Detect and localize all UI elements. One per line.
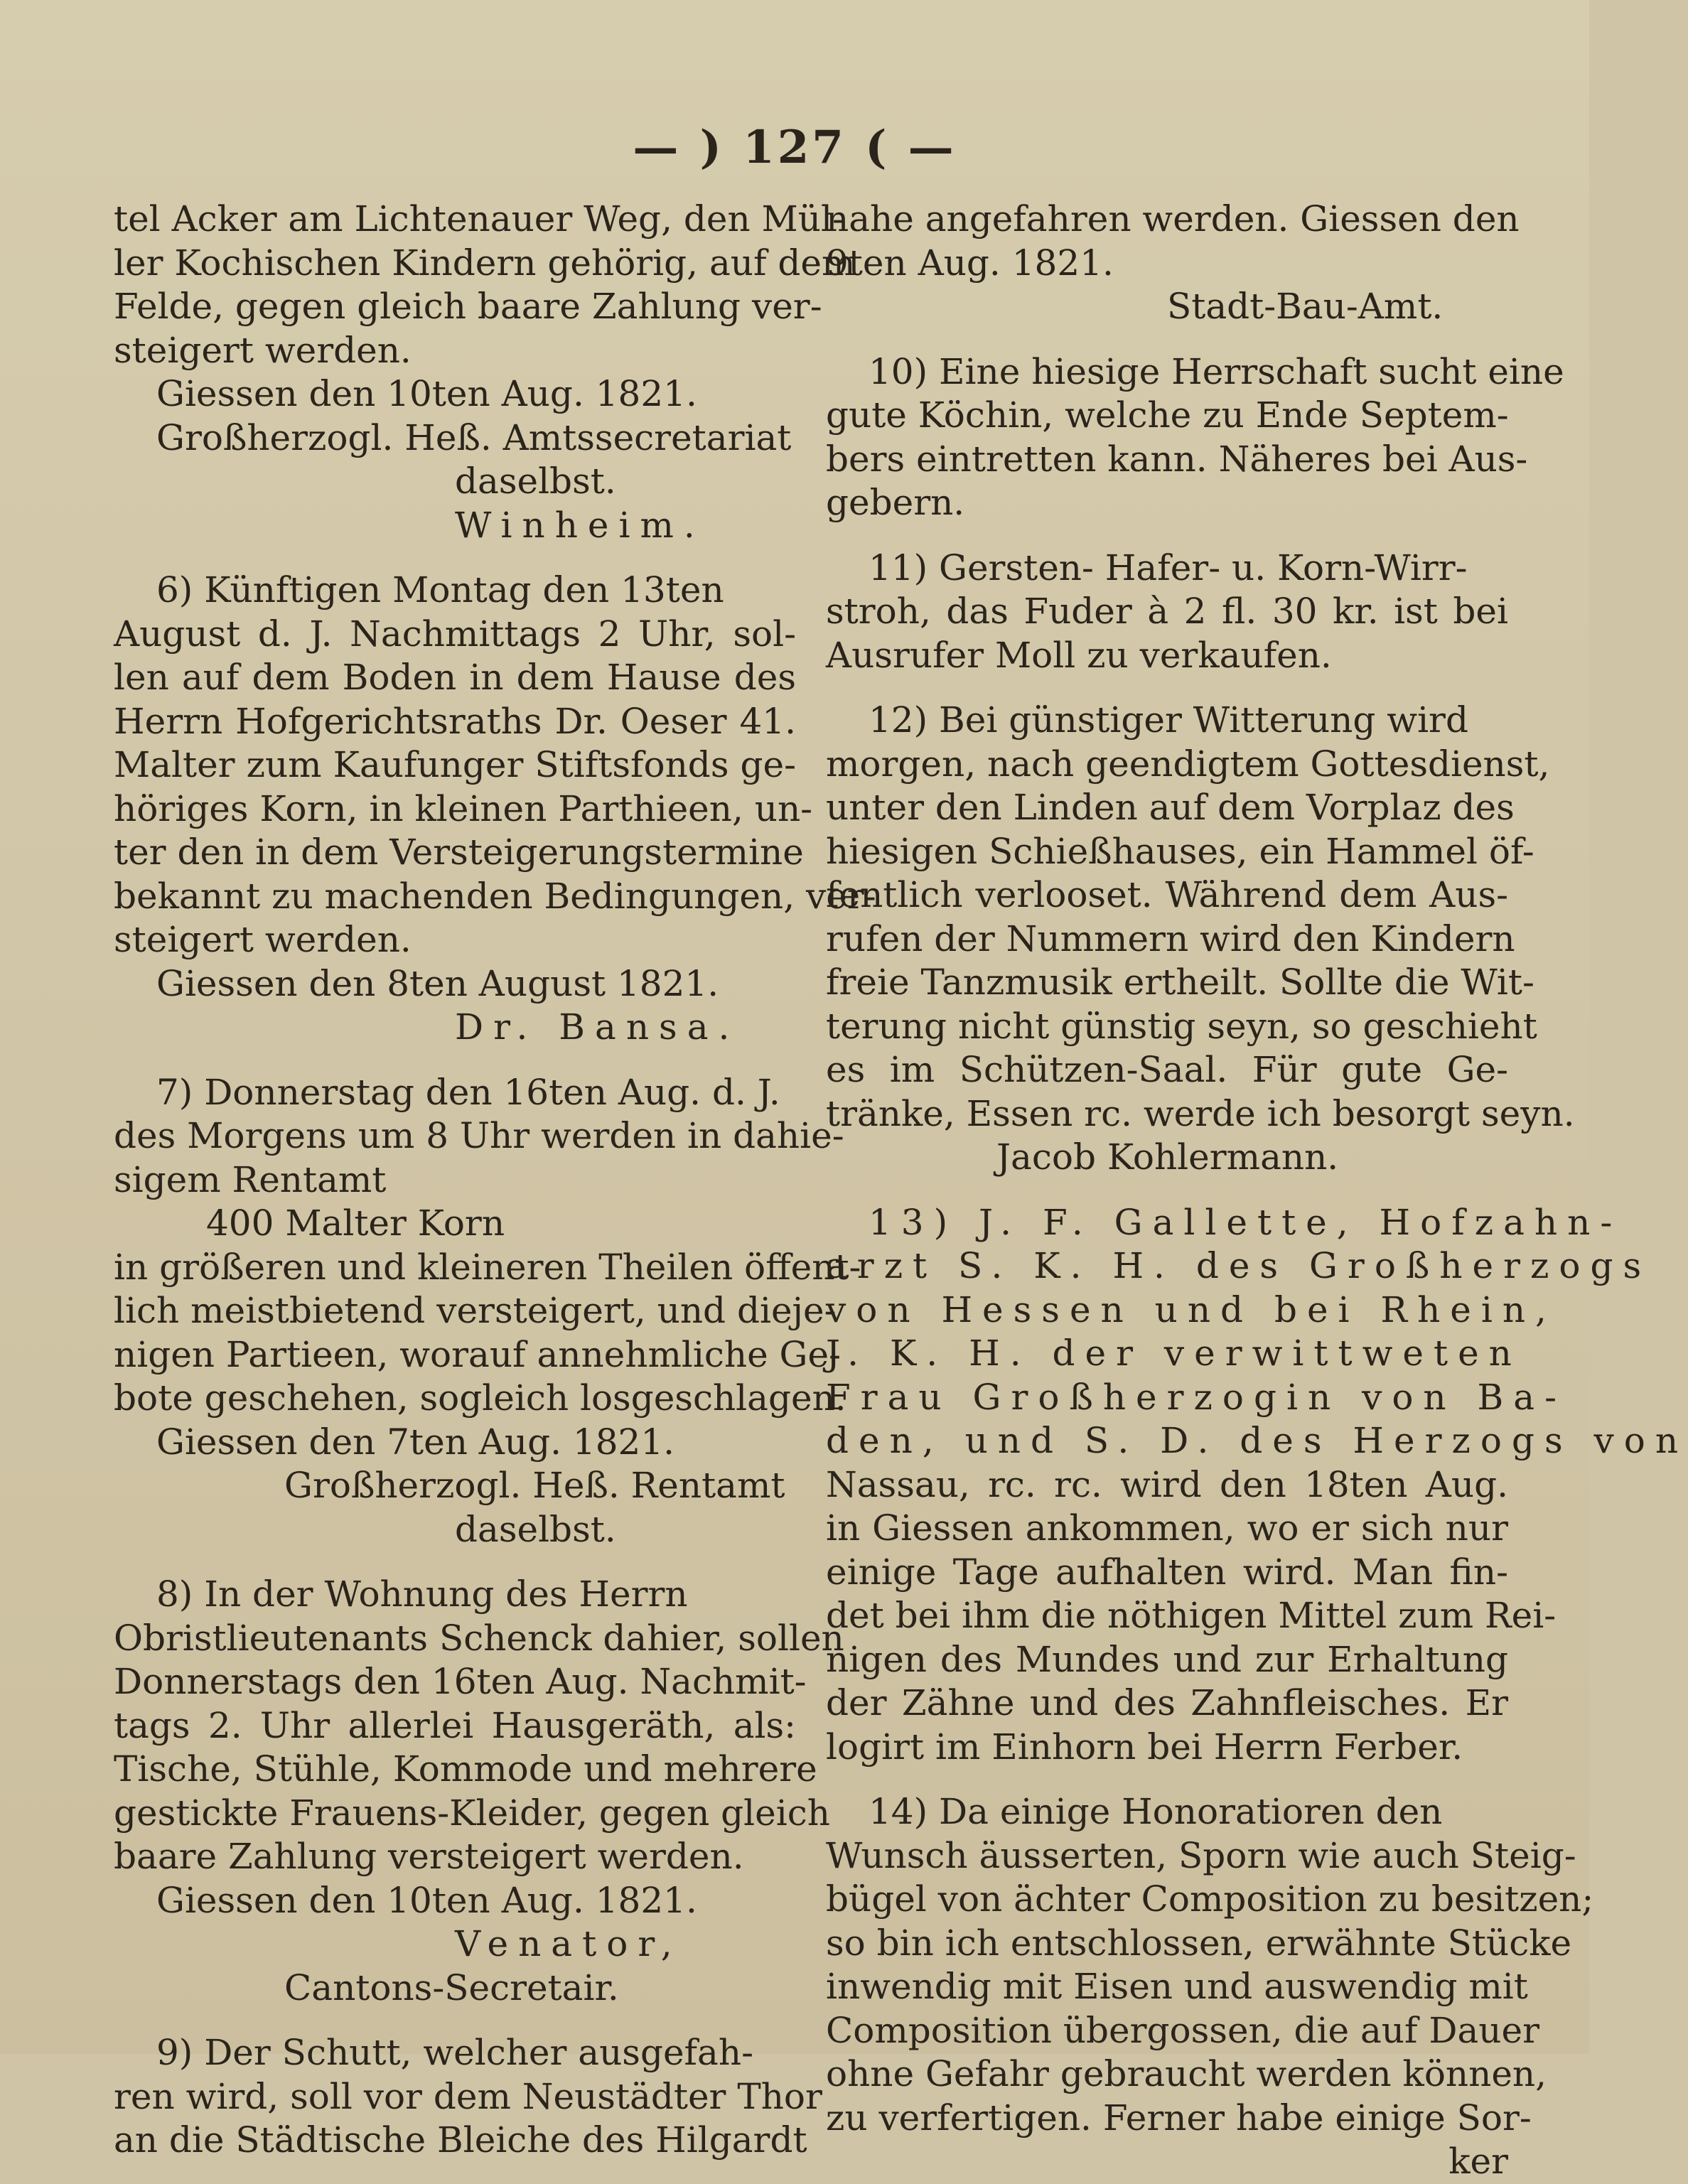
text-line: zu verfertigen. Ferner habe einige Sor- xyxy=(826,2097,1532,2139)
text-line: bügel von ächter Composition zu besitzen; xyxy=(826,1878,1594,1920)
text-line: Donnerstags den 16ten Aug. Nachmit- xyxy=(114,1661,807,1702)
paragraph-gap xyxy=(114,1551,796,1573)
text-line: Ausrufer Moll zu verkaufen. xyxy=(826,634,1332,676)
text-line: der Zähne und des Zahnfleisches. Er xyxy=(826,1682,1508,1723)
text-line: Großherzogl. Heß. Amtssecretariat xyxy=(156,416,792,458)
text-line: 6) Künftigen Montag den 13ten xyxy=(156,569,724,610)
text-line: unter den Linden auf dem Vorplaz des xyxy=(826,787,1515,828)
paragraph-gap xyxy=(114,547,796,569)
text-line: Jacob Kohlermann. xyxy=(996,1136,1339,1178)
text-line: höriges Korn, in kleinen Parthieen, un- xyxy=(114,787,813,829)
text-line: Nassau, rc. rc. wird den 18ten Aug. xyxy=(826,1463,1508,1505)
paragraph-gap xyxy=(826,525,1508,547)
text-line: bers eintretten kann. Näheres bei Aus- xyxy=(826,438,1528,480)
text-line: Felde, gegen gleich baare Zahlung ver- xyxy=(114,286,822,327)
text-line: 14) Da einige Honoratioren den xyxy=(869,1791,1443,1832)
paragraph-gap xyxy=(826,1180,1508,1201)
text-line: ker xyxy=(1448,2141,1508,2182)
text-line: arzt S. K. H. des Großherzogs xyxy=(826,1245,1652,1286)
text-line: 7) Donnerstag den 16ten Aug. d. J. xyxy=(156,1071,780,1113)
text-line: Tische, Stühle, Kommode und mehrere xyxy=(114,1748,817,1790)
left-column xyxy=(114,198,876,2163)
text-line: Winheim. xyxy=(455,504,705,546)
text-line: in Giessen ankommen, wo er sich nur xyxy=(826,1507,1508,1549)
text-line: gebern. xyxy=(826,482,965,523)
text-line: J. K. H. der verwittweten xyxy=(826,1333,1522,1374)
text-line: 12) Bei günstiger Witterung wird xyxy=(869,699,1468,741)
text-line: hiesigen Schießhauses, ein Hammel öf- xyxy=(826,830,1534,872)
text-line: steigert werden. xyxy=(114,329,412,371)
text-line: len auf dem Boden in dem Hause des xyxy=(114,657,796,698)
paragraph-gap xyxy=(114,2010,796,2031)
text-line: 8) In der Wohnung des Herrn xyxy=(156,1574,688,1615)
paragraph-gap xyxy=(114,1050,796,1071)
text-line: logirt im Einhorn bei Herrn Ferber. xyxy=(826,1726,1463,1768)
text-line: Stadt-Bau-Amt. xyxy=(1167,286,1444,327)
text-line: daselbst. xyxy=(455,461,616,502)
text-line: baare Zahlung versteigert werden. xyxy=(114,1836,744,1877)
text-line: Giessen den 8ten August 1821. xyxy=(156,962,719,1004)
text-line: terung nicht günstig seyn, so geschieht xyxy=(826,1005,1537,1047)
text-line: Malter zum Kaufunger Stiftsfonds ge- xyxy=(114,744,796,785)
text-line: es im Schützen-Saal. Für gute Ge- xyxy=(826,1049,1508,1090)
text-line: ter den in dem Versteigerungstermine xyxy=(114,832,804,873)
text-line: tel Acker am Lichtenauer Weg, den Mül- xyxy=(114,198,844,240)
text-line: freie Tanzmusik ertheilt. Sollte die Wit- xyxy=(826,962,1534,1003)
text-line: steigert werden. xyxy=(114,919,412,960)
text-line: einige Tage aufhalten wird. Man fin- xyxy=(826,1551,1508,1593)
text-line: an die Städtische Bleiche des Hilgardt xyxy=(114,2119,807,2161)
text-line: nigen des Mundes und zur Erhaltung xyxy=(826,1638,1508,1680)
text-line: bote geschehen, sogleich losgeschlagen. xyxy=(114,1377,846,1419)
text-line: sigem Rentamt xyxy=(114,1158,387,1200)
text-line: Obristlieutenants Schenck dahier, sollen xyxy=(114,1617,844,1659)
text-line: Composition übergossen, die auf Dauer xyxy=(826,2009,1540,2051)
text-line: 9) Der Schutt, welcher ausgefah- xyxy=(156,2032,753,2073)
page-number-header: — ) 127 ( — xyxy=(633,121,957,174)
text-line: 400 Malter Korn xyxy=(206,1203,505,1244)
text-line: morgen, nach geendigtem Gottesdienst, xyxy=(826,743,1550,785)
text-line: Großherzogl. Heß. Rentamt xyxy=(284,1465,785,1506)
text-line: stroh, das Fuder à 2 fl. 30 kr. ist bei xyxy=(826,591,1508,632)
text-line: tränke, Essen rc. werde ich besorgt seyn. xyxy=(826,1092,1575,1134)
text-line: 10) Eine hiesige Herrschaft sucht eine xyxy=(869,350,1564,392)
text-line: Frau Großherzogin von Ba- xyxy=(826,1376,1566,1418)
text-line: lich meistbietend versteigert, und dieje- xyxy=(114,1290,837,1331)
text-line: nigen Partieen, worauf annehmliche Ge- xyxy=(114,1333,841,1375)
text-line: August d. J. Nachmittags 2 Uhr, sol- xyxy=(114,613,796,655)
text-line: ohne Gefahr gebraucht werden können, xyxy=(826,2053,1547,2094)
text-line: in größeren und kleineren Theilen öffent- xyxy=(114,1246,861,1288)
text-line: bekannt zu machenden Bedingungen, ver- xyxy=(114,875,876,917)
text-line: det bei ihm die nöthigen Mittel zum Rei- xyxy=(826,1595,1557,1636)
text-line: fentlich verlooset. Während dem Aus- xyxy=(826,874,1508,915)
text-line: Cantons-Secretair. xyxy=(284,1967,619,2008)
text-line: nahe angefahren werden. Giessen den xyxy=(826,198,1520,240)
text-line: 13) J. F. Gallette, Hofzahn- xyxy=(869,1201,1623,1243)
text-line: daselbst. xyxy=(455,1508,616,1550)
paragraph-gap xyxy=(826,677,1508,699)
text-line: Giessen den 7ten Aug. 1821. xyxy=(156,1421,675,1463)
text-line: ler Kochischen Kindern gehörig, auf dem xyxy=(114,242,856,284)
right-column xyxy=(826,198,1688,2184)
text-line: 11) Gersten- Hafer- u. Korn-Wirr- xyxy=(869,547,1468,588)
text-line: tags 2. Uhr allerlei Hausgeräth, als: xyxy=(114,1704,796,1746)
paragraph-gap xyxy=(826,329,1508,350)
text-line: Giessen den 10ten Aug. 1821. xyxy=(156,373,697,414)
text-line: Wunsch äusserten, Sporn wie auch Steig- xyxy=(826,1834,1576,1876)
text-line: gestickte Frauens-Kleider, gegen gleich xyxy=(114,1792,830,1834)
text-line: 9ten Aug. 1821. xyxy=(826,242,1114,284)
text-line: inwendig mit Eisen und auswendig mit xyxy=(826,1966,1528,2007)
text-line: ren wird, soll vor dem Neustädter Thor xyxy=(114,2075,822,2117)
text-line: Herrn Hofgerichtsraths Dr. Oeser 41. xyxy=(114,700,796,742)
text-line: von Hessen und bei Rhein, xyxy=(826,1289,1557,1330)
text-line: Venator, xyxy=(455,1923,682,1964)
text-line: gute Köchin, welche zu Ende Septem- xyxy=(826,394,1509,436)
text-line: Dr. Bansa. xyxy=(455,1006,740,1048)
text-line: so bin ich entschlossen, erwähnte Stücke xyxy=(826,1922,1572,1964)
text-line: den, und S. D. des Herzogs von xyxy=(826,1420,1688,1461)
text-line: Giessen den 10ten Aug. 1821. xyxy=(156,1879,697,1921)
text-line: des Morgens um 8 Uhr werden in dahie- xyxy=(114,1115,844,1156)
paragraph-gap xyxy=(826,1769,1508,1790)
text-line: rufen der Nummern wird den Kindern xyxy=(826,918,1515,959)
